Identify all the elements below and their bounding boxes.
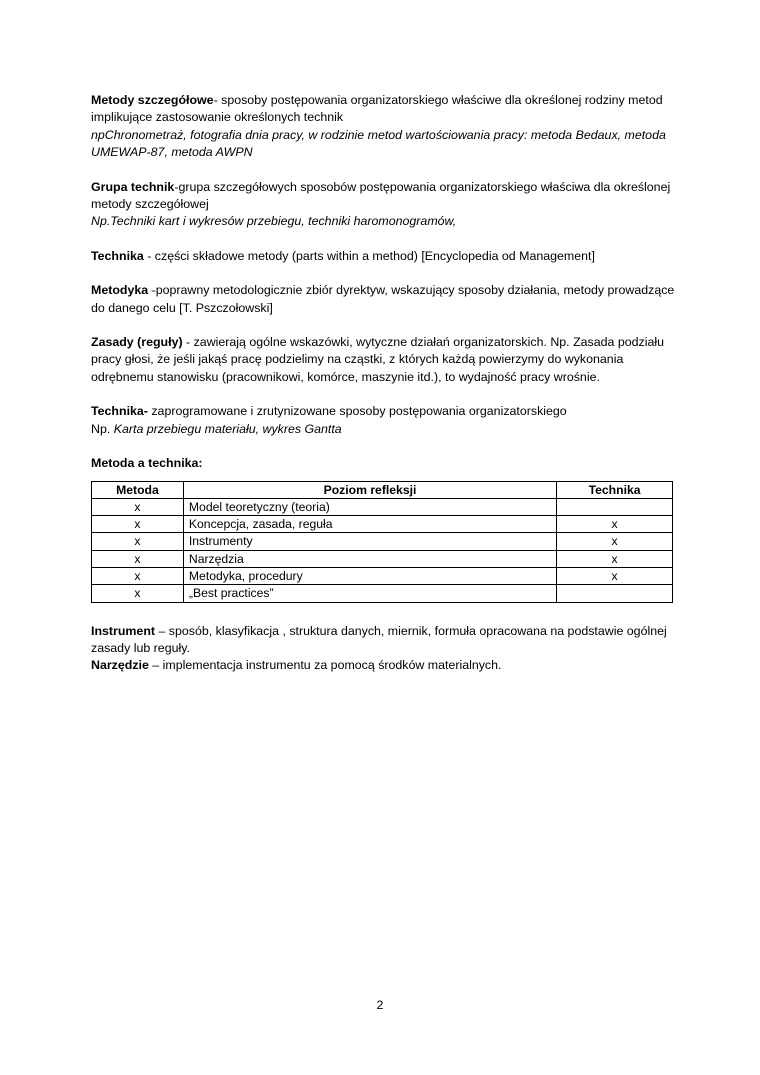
term-technika-1: Technika: [91, 248, 144, 263]
definition-text: - zawierają ogólne wskazówki, wytyczne działań organizatorskich. Np. Zasada podziału pracy głosi, że jeśli jakąś pracę podzielimy na cząstki, z których każdą powierzymy do wykonania odrębnemu stanowisku (pracownikowi, komórce, maszynie itd.), to wydajność pracy wrośnie.: [91, 335, 664, 384]
example-text: Np.Techniki kart i wykresów przebiegu, techniki haromonogramów,: [91, 214, 457, 229]
example-metody-szczegolowe: [91, 127, 681, 162]
definitions-after-table: [91, 623, 681, 675]
example-prefix: Np.: [91, 421, 114, 436]
cell-metoda: x: [92, 533, 184, 550]
table-row: [92, 585, 673, 602]
cell-metoda: x: [92, 585, 184, 602]
cell-metoda: x: [92, 516, 184, 533]
cell-metoda: x: [92, 567, 184, 584]
paragraph-technika-1: [91, 248, 681, 265]
definition-text: - sposoby postępowania organizatorskiego właściwe dla określonej rodziny metod implikujące zastosowanie określonych technik: [91, 93, 663, 125]
column-header-poziom-refleksji: Poziom refleksji: [183, 481, 556, 498]
definition-grupa-technik: [91, 179, 681, 214]
cell-poziom: Instrumenty: [183, 533, 556, 550]
example-grupa-technik: [91, 213, 681, 230]
table-row: [92, 498, 673, 515]
definition-text: -poprawny metodologicznie zbiór dyrektyw, wskazujący sposoby działania, metody prowadzące do danego celu [T. Pszczołowski]: [91, 283, 675, 315]
cell-technika: x: [557, 567, 673, 584]
table-row: [92, 550, 673, 567]
term-narzedzie: Narzędzie: [91, 658, 149, 673]
cell-poziom: Koncepcja, zasada, reguła: [183, 516, 556, 533]
term-zasady: Zasady (reguły): [91, 335, 183, 350]
example-text: Karta przebiegu materiału, wykres Gantta: [113, 421, 342, 436]
paragraph-metodyka: [91, 282, 681, 317]
cell-metoda: x: [92, 498, 184, 515]
term-metodyka: Metodyka: [91, 283, 149, 298]
definition-technika-2: [91, 403, 681, 420]
cell-technika: x: [557, 533, 673, 550]
cell-poziom: „Best practices”: [183, 585, 556, 602]
column-header-metoda: Metoda: [92, 481, 184, 498]
definition-metodyka: [91, 282, 681, 317]
example-technika-2: [91, 421, 681, 438]
paragraph-technika-2: [91, 403, 681, 438]
cell-technika: x: [557, 516, 673, 533]
paragraph-zasady: [91, 334, 681, 386]
table-heading: [91, 455, 681, 472]
definition-text: -grupa szczegółowych sposobów postępowania organizatorskiego właściwa dla określonej metody szczegółowej: [91, 179, 671, 212]
definition-metody-szczegolowe: [91, 92, 681, 127]
column-header-technika: Technika: [557, 481, 673, 498]
term-technika-2: Technika-: [91, 404, 148, 419]
example-text: npChronometraż, fotografia dnia pracy, w rodzinie metod wartościowania pracy: metoda Bedaux, metoda UMEWAP-87, metoda AWPN: [91, 127, 666, 160]
cell-metoda: x: [92, 550, 184, 567]
table-row: [92, 567, 673, 584]
paragraph-metody-szczegolowe: [91, 92, 681, 162]
page-number: 2: [376, 998, 384, 1012]
table-header-row: [92, 481, 673, 498]
paragraph-grupa-technik: [91, 179, 681, 231]
definition-narzedzie: [91, 657, 681, 674]
table-heading-text: Metoda a technika:: [91, 456, 203, 471]
definition-instrument: [91, 623, 681, 658]
definition-text: - części składowe metody (parts within a method) [Encyclopedia od Management]: [143, 248, 595, 263]
cell-technika: x: [557, 550, 673, 567]
term-metody-szczegolowe: Metody szczegółowe: [91, 93, 214, 107]
cell-poziom: Metodyka, procedury: [183, 567, 556, 584]
definition-text: – implementacja instrumentu za pomocą środków materialnych.: [148, 658, 502, 673]
term-grupa-technik: Grupa technik: [91, 179, 175, 194]
table-row: [92, 516, 673, 533]
term-instrument: Instrument: [91, 623, 156, 638]
cell-poziom: Model teoretyczny (teoria): [183, 498, 556, 515]
definition-text: – sposób, klasyfikacja , struktura danych, miernik, formuła opracowana na podstawie ogólnej zasady lub reguły.: [91, 623, 667, 655]
definition-technika-1: [91, 248, 681, 265]
cell-poziom: Narzędzia: [183, 550, 556, 567]
definition-zasady: [91, 334, 681, 386]
cell-technika: [557, 585, 673, 602]
page-content: [91, 92, 681, 675]
table-row: [92, 533, 673, 550]
definition-text: zaprogramowane i zrutynizowane sposoby postępowania organizatorskiego: [147, 404, 567, 419]
method-technique-table: [91, 481, 673, 603]
cell-technika: [557, 498, 673, 515]
